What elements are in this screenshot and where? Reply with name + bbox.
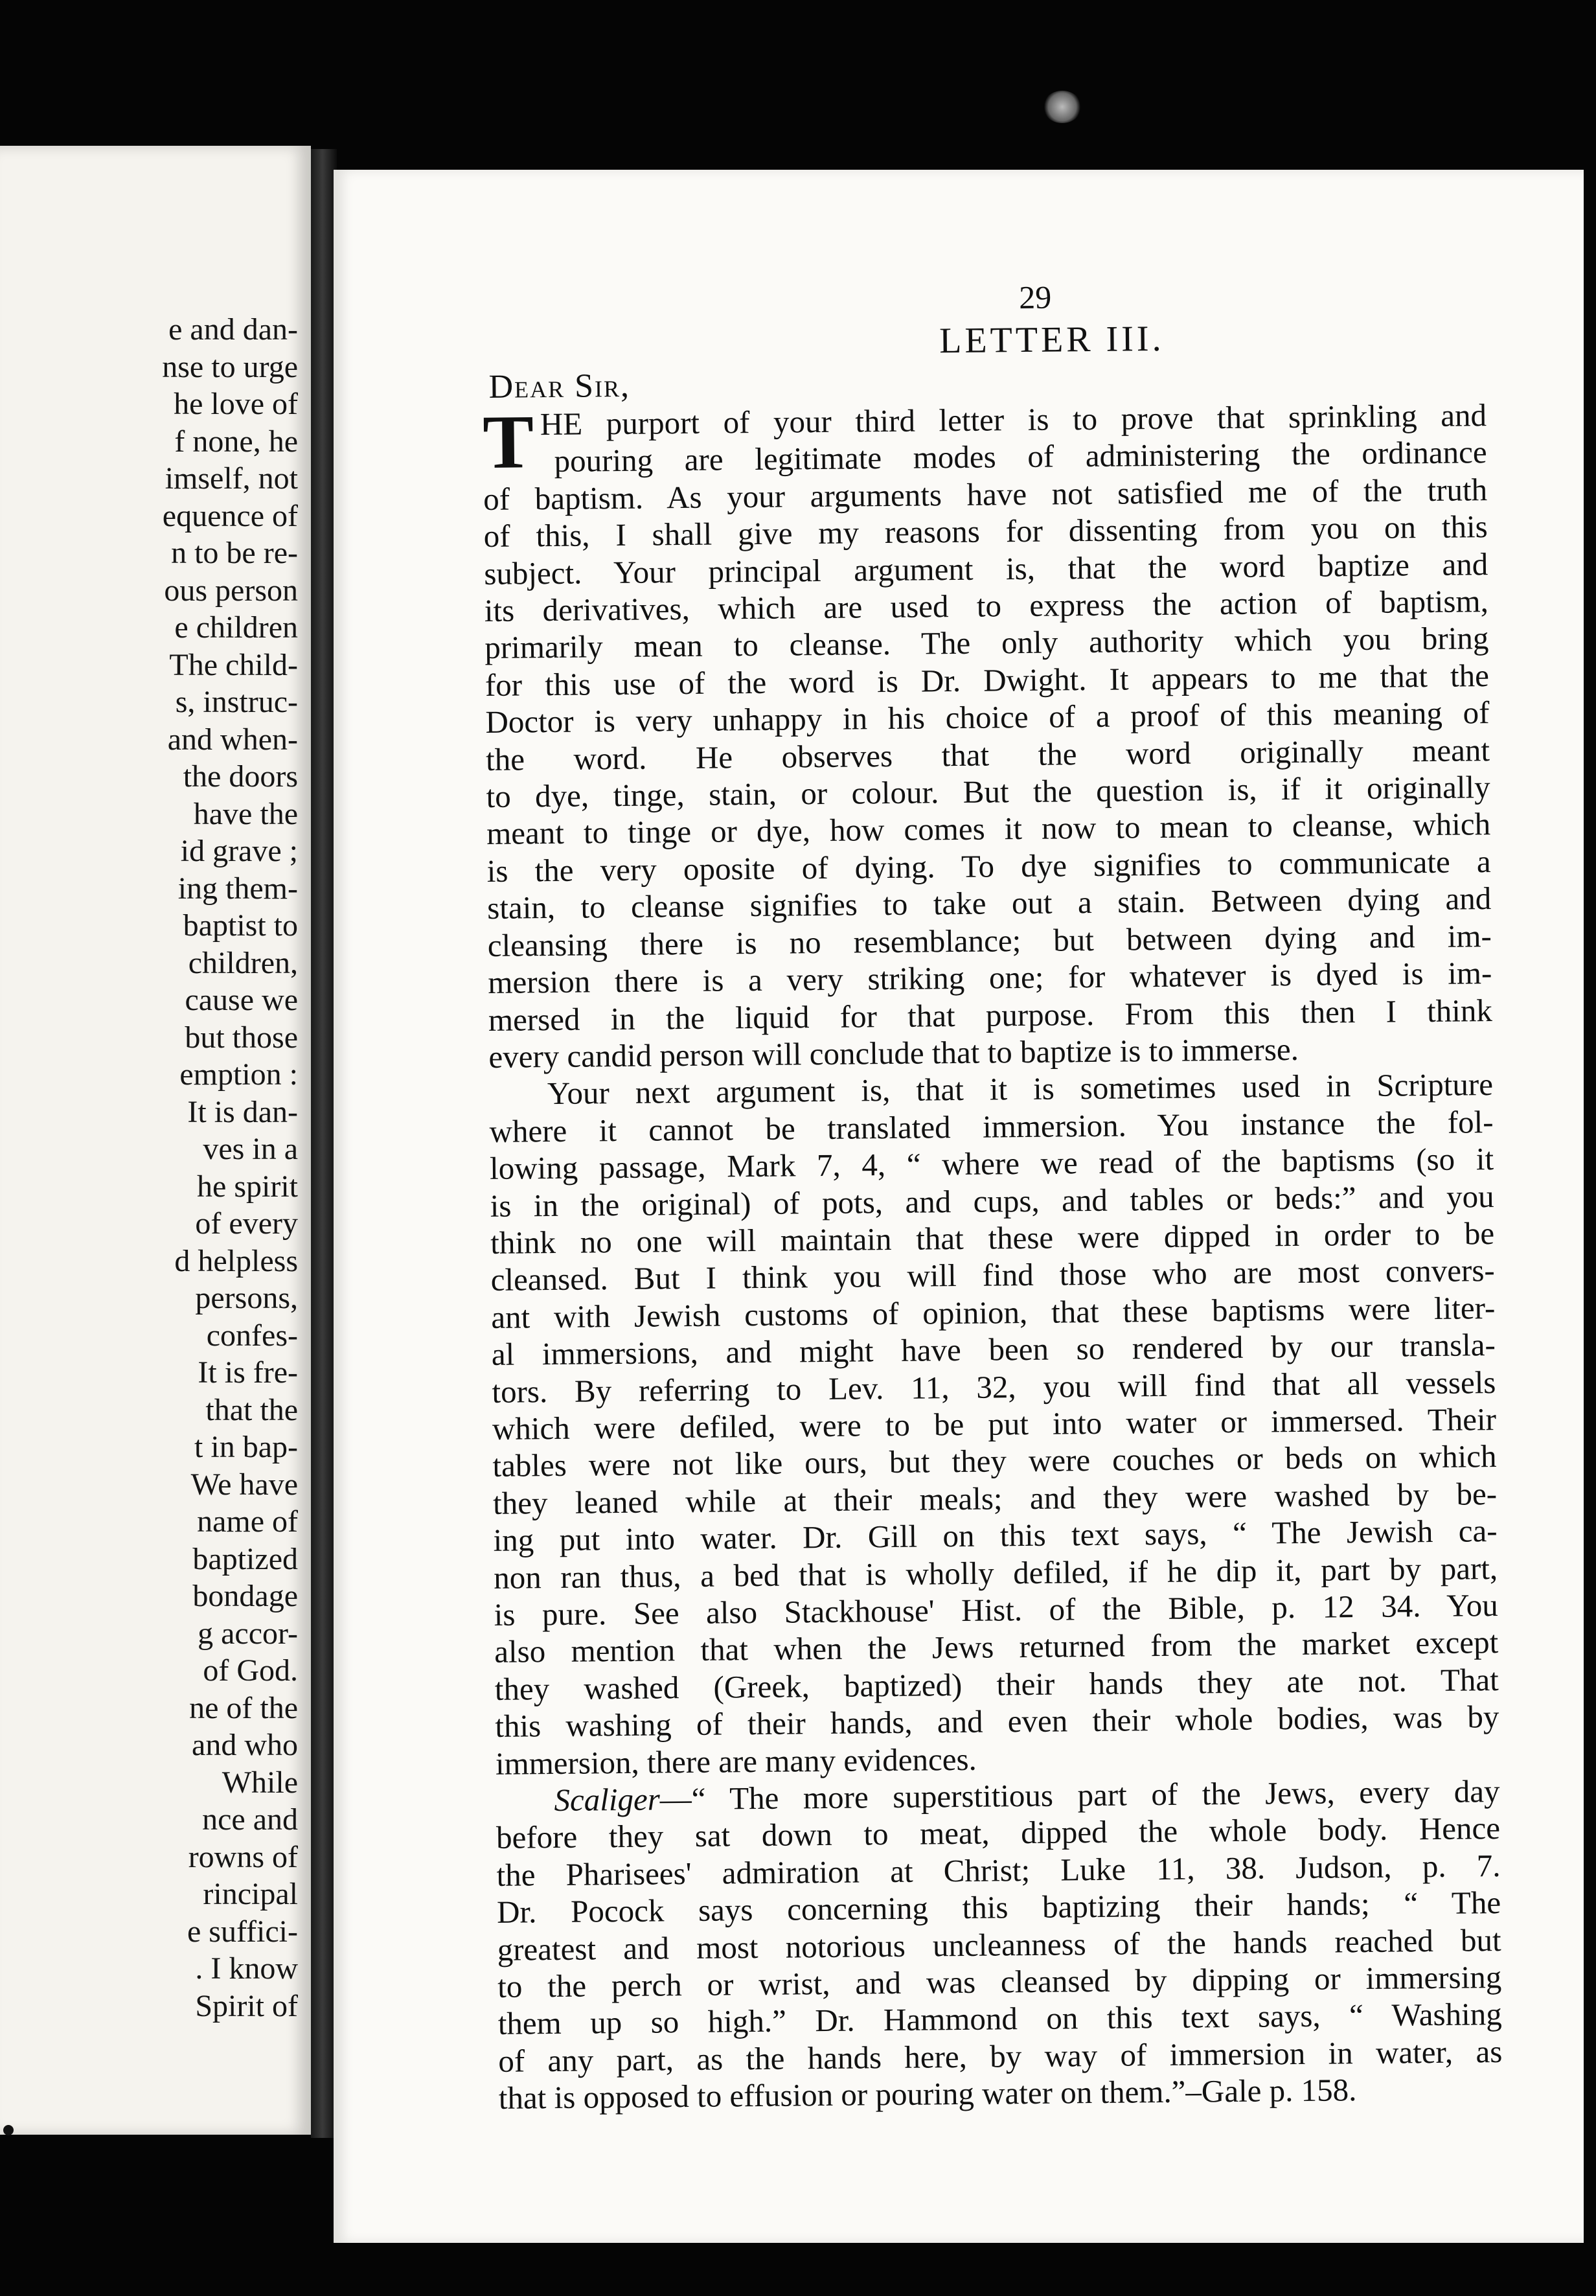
previous-page-line: but those [185, 1020, 298, 1055]
previous-page-line: s, instruc- [175, 685, 298, 719]
text-line: its derivatives, which are used to express the action of baptism, [484, 583, 1489, 629]
previous-page-line: persons, [195, 1281, 298, 1315]
previous-page-line: . I know [195, 1951, 298, 1986]
previous-page-line: f none, he [174, 424, 298, 459]
text-line: every candid person will conclude that to baptize is to immerse. [488, 1031, 1299, 1075]
paragraph-1 [483, 396, 1493, 1075]
previous-page-line: confes- [206, 1318, 298, 1353]
text-line: of this, I shall give my reasons for dissenting from you on this [483, 509, 1488, 555]
page-number: 29 [1018, 279, 1052, 316]
previous-page-line: The child- [169, 647, 298, 682]
previous-page-line: name of [197, 1504, 298, 1539]
text-line: al immersions, and might have been so rendered by our transla- [491, 1327, 1496, 1373]
text-line: cleansing there is no resemblance; but between dying and im- [487, 917, 1492, 963]
salutation: Dear Sir, [488, 367, 631, 406]
paragraph-3 [496, 1773, 1503, 2117]
text-line: they leaned while at their meals; and they were washed by be- [492, 1475, 1498, 1521]
text-line: ing put into water. Dr. Gill on this text says, “ The Jewish ca- [493, 1513, 1498, 1559]
letter-heading: LETTER III. [939, 318, 1165, 362]
previous-page-line: g accor- [198, 1616, 298, 1651]
text-line: which were defiled, were to be put into water or immersed. Their [492, 1401, 1497, 1447]
previous-page-line: of God. [203, 1653, 298, 1688]
previous-page-line: baptized [192, 1541, 298, 1576]
previous-page-line: he spirit [197, 1169, 298, 1204]
previous-page-line: ne of the [189, 1690, 298, 1725]
previous-page-line: It is dan- [187, 1094, 298, 1129]
text-line: Doctor is very unhappy in his choice of a proof of this meaning of [485, 695, 1490, 740]
previous-page-text [26, 311, 298, 2025]
previous-page-line: of every [195, 1206, 298, 1241]
text-line: of baptism. As your arguments have not satisfied me of the truth [483, 471, 1488, 517]
previous-page-line: nce and [202, 1802, 298, 1837]
previous-page-line: ing them- [177, 871, 298, 906]
previous-page-line: that the [205, 1392, 298, 1427]
previous-page-line: n to be re- [171, 536, 298, 570]
text-line: cleansed. But I think you will find those who are most convers- [490, 1252, 1495, 1298]
previous-page-line: id grave ; [180, 834, 298, 868]
previous-page-line: cause we [185, 983, 298, 1017]
text-line: is pure. See also Stackhouse' Hist. of the Bible, p. 12 34. You [494, 1587, 1498, 1633]
previous-page-line: and when- [167, 722, 298, 757]
text-line: stain, to cleanse signifies to take out a stain. Between dying and [486, 880, 1492, 926]
scaliger-lead: Scaliger [554, 1781, 661, 1819]
text-line: non ran thus, a bed that is wholly defiled, if he dip it, part by part, [493, 1550, 1498, 1596]
previous-page-line: children, [188, 945, 298, 980]
previous-page-line: e suffici- [187, 1914, 298, 1949]
previous-page-line: We have [190, 1467, 298, 1502]
previous-page [0, 146, 311, 2135]
text-line: is in the original) of pots, and cups, and tables or beds:” and you [490, 1178, 1494, 1224]
text-line: to the perch or wrist, and was cleansed by dipping or immersing [497, 1959, 1502, 2004]
text-line: think no one will maintain that these were dipped in order to be [490, 1215, 1495, 1261]
previous-page-line: the doors [183, 759, 298, 794]
text-line: primarily mean to cleanse. The only authority which you bring [484, 620, 1489, 666]
previous-page-line: nse to urge [162, 349, 298, 384]
previous-page-line: e and dan- [168, 312, 298, 347]
scaliger-quote-start: —“ The more superstitious part of the Jews, every day [659, 1773, 1500, 1817]
text-line: also mention that when the Jews returned from the market except [494, 1624, 1499, 1670]
previous-page-line: bondage [192, 1579, 298, 1613]
previous-page-line: It is fre- [198, 1355, 298, 1390]
previous-page-line: t in bap- [194, 1430, 298, 1464]
text-line: tables were not like ours, but they were couches or beds on which [492, 1438, 1497, 1484]
text-line: for this use of the word is Dr. Dwight. It appears to me that the [484, 657, 1490, 703]
previous-page-line: ous person [164, 573, 298, 608]
paragraph-1-opening-lines [482, 396, 1487, 485]
text-line: pouring are legitimate modes of administering the ordinance [554, 434, 1487, 479]
previous-page-line: Spirit of [195, 1988, 298, 2023]
text-line: mersion there is a very striking one; for whatever is dyed is im- [488, 955, 1492, 1001]
text-line: HE purport of your third letter is to prove that sprinkling and [540, 397, 1487, 442]
text-line: immersion, there are many evidences. [495, 1741, 977, 1782]
previous-page-line: equence of [162, 498, 298, 533]
drop-cap: T [482, 399, 534, 485]
text-line: they washed (Greek, baptized) their hands they ate not. That [494, 1661, 1499, 1707]
text-line: that is opposed to effusion or pouring water on them.”–Gale p. 158. [498, 2072, 1357, 2117]
paragraph-2 [489, 1066, 1499, 1782]
text-line: Your next argument is, that it is sometimes used in Scripture [547, 1066, 1494, 1112]
paragraph-1-body [483, 471, 1493, 1075]
previous-page-line: emption : [179, 1057, 298, 1092]
text-line: to dye, tinge, stain, or colour. But the question is, if it originally [486, 769, 1490, 815]
text-line: where it cannot be translated immersion. You instance the fol- [489, 1103, 1494, 1149]
previous-page-line: rowns of [188, 1839, 298, 1874]
previous-page-line: baptist to [183, 908, 298, 943]
previous-page-line: he love of [174, 387, 298, 421]
text-line: this washing of their hands, and even their whole bodies, was by [495, 1699, 1499, 1745]
text-line: greatest and most notorious uncleanness of the hands reached but [497, 1922, 1501, 1968]
text-line: is the very oposite of dying. To dye signifies to communicate a [486, 843, 1491, 889]
current-page [334, 170, 1584, 2243]
text-line: subject. Your principal argument is, that the word baptize and [484, 545, 1488, 591]
previous-page-line: e children [174, 610, 298, 645]
paragraph-3-body [496, 1809, 1503, 2117]
text-line: lowing passage, Mark 7, 4, “ where we read of the baptisms (so it [489, 1141, 1494, 1187]
previous-page-line: ves in a [203, 1132, 298, 1166]
book-gutter [311, 149, 337, 2138]
previous-page-line: and who [192, 1728, 298, 1762]
text-line: them up so high.” Dr. Hammond on this text says, “ Washing [497, 1996, 1502, 2042]
text-line: the word. He observes that the word originally meant [485, 731, 1490, 777]
previous-page-line: imself, not [165, 461, 298, 496]
text-line: tors. By referring to Lev. 11, 32, you will find that all vessels [492, 1364, 1496, 1410]
text-line: meant to tinge or dye, how comes it now to mean to cleanse, which [486, 806, 1491, 852]
left-margin-mark [3, 2125, 14, 2135]
previous-page-line: rincipal [203, 1877, 298, 1911]
text-line: before they sat down to meat, dipped the whole body. Hence [496, 1810, 1501, 1856]
scan-artifact [1043, 91, 1082, 123]
previous-page-line: d helpless [174, 1243, 298, 1278]
page-text-block [481, 273, 1503, 2117]
text-line: the Pharisees' admiration at Christ; Luke 11, 38. Judson, p. 7. [496, 1847, 1501, 1893]
text-line: of any part, as the hands here, by way of immersion in water, as [498, 2033, 1503, 2079]
previous-page-line: have the [193, 796, 298, 831]
text-line: Dr. Pocock says concerning this baptizing their hands; “ The [496, 1885, 1501, 1931]
text-line: mersed in the liquid for that purpose. From this then I think [488, 992, 1493, 1038]
text-line: ant with Jewish customs of opinion, that these baptisms were liter- [491, 1289, 1496, 1335]
previous-page-line: While [222, 1765, 298, 1800]
